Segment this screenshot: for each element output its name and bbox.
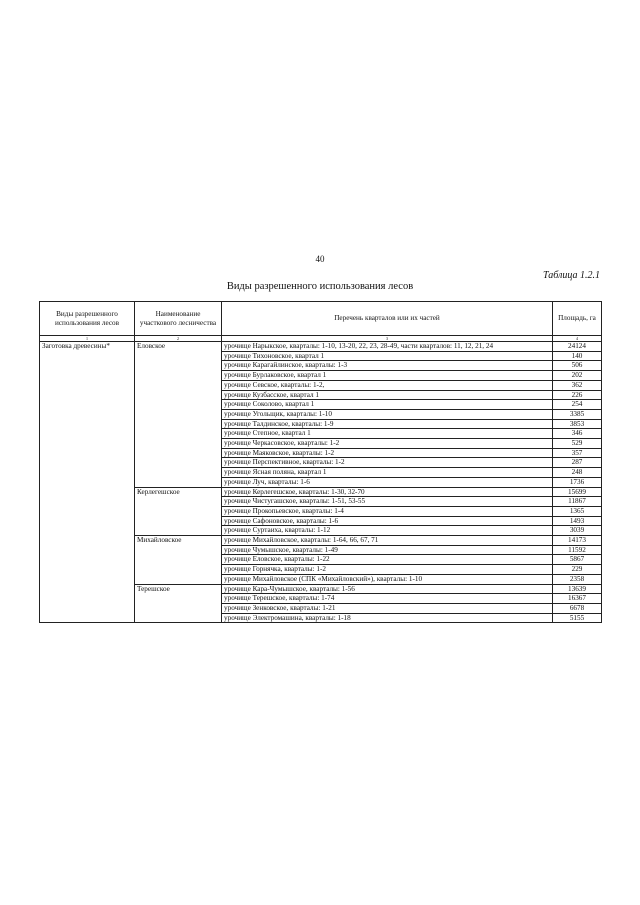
quarters-cell: урочище Зенковское, кварталы: 1-21	[222, 603, 553, 613]
quarters-cell: урочище Чистугашское, кварталы: 1-51, 53-55	[222, 497, 553, 507]
area-cell: 16367	[553, 594, 602, 604]
area-cell: 5867	[553, 555, 602, 565]
quarters-cell: урочище Михайловское (СПК «Михайловский»), кварталы: 1-10	[222, 574, 553, 584]
quarters-cell: урочище Кара-Чумышское, кварталы: 1-56	[222, 584, 553, 594]
column-number: 4	[553, 336, 602, 342]
area-cell: 13639	[553, 584, 602, 594]
column-number: 3	[222, 336, 553, 342]
area-cell: 1365	[553, 506, 602, 516]
header-area: Площадь, га	[553, 302, 602, 336]
table-body	[40, 342, 602, 623]
area-cell: 11867	[553, 497, 602, 507]
area-cell: 229	[553, 565, 602, 575]
quarters-cell: урочище Сафоновское, кварталы: 1-6	[222, 516, 553, 526]
quarters-cell: урочище Соколово, квартал 1	[222, 400, 553, 410]
branch-name-cell: Керлегешское	[135, 487, 222, 536]
table-label: Таблица 1.2.1	[543, 270, 600, 281]
quarters-cell: урочище Керлегешское, кварталы: 1-30, 32-70	[222, 487, 553, 497]
column-number: 2	[135, 336, 222, 342]
area-cell: 24124	[553, 342, 602, 352]
header-branch: Наименование участкового лесничества	[135, 302, 222, 336]
quarters-cell: урочище Карагайлинское, кварталы: 1-3	[222, 361, 553, 371]
header-quarters: Перечень кварталов или их частей	[222, 302, 553, 336]
area-cell: 3039	[553, 526, 602, 536]
area-cell: 357	[553, 448, 602, 458]
quarters-cell: урочище Севское, кварталы: 1-2,	[222, 380, 553, 390]
quarters-cell: урочище Талдинское, кварталы: 1-9	[222, 419, 553, 429]
area-cell: 11592	[553, 545, 602, 555]
quarters-cell: урочище Терешское, кварталы: 1-74	[222, 594, 553, 604]
area-cell: 529	[553, 439, 602, 449]
document-title: Виды разрешенного использования лесов	[226, 281, 414, 292]
quarters-cell: урочище Суртаиха, кварталы: 1-12	[222, 526, 553, 536]
page-number: 40	[315, 254, 325, 264]
area-cell: 15699	[553, 487, 602, 497]
table-row	[40, 342, 602, 352]
area-cell: 5155	[553, 613, 602, 623]
header-use-type: Виды разрешенного использования лесов	[40, 302, 135, 336]
quarters-cell: урочище Бурлаковское, квартал 1	[222, 371, 553, 381]
branch-name-cell: Михайловское	[135, 536, 222, 585]
quarters-cell: урочище Перспективное, кварталы: 1-2	[222, 458, 553, 468]
quarters-cell: урочище Электромашина, кварталы: 1-18	[222, 613, 553, 623]
quarters-cell: урочище Ясная поляна, квартал 1	[222, 468, 553, 478]
area-cell: 3385	[553, 409, 602, 419]
area-cell: 14173	[553, 536, 602, 546]
column-number: 1	[40, 336, 135, 342]
area-cell: 1736	[553, 477, 602, 487]
quarters-cell: урочище Еловское, кварталы: 1-22	[222, 555, 553, 565]
quarters-cell: урочище Чумышское, кварталы: 1-49	[222, 545, 553, 555]
area-cell: 287	[553, 458, 602, 468]
quarters-cell: урочище Тихоновское, квартал 1	[222, 351, 553, 361]
area-cell: 346	[553, 429, 602, 439]
quarters-cell: урочище Прокопьевское, кварталы: 1-4	[222, 506, 553, 516]
quarters-cell: урочище Михайловское, кварталы: 1-64, 66, 67, 71	[222, 536, 553, 546]
forest-use-table	[39, 301, 602, 623]
branch-name-cell: Терешское	[135, 584, 222, 623]
area-cell: 362	[553, 380, 602, 390]
branch-name-cell: Еловское	[135, 342, 222, 488]
quarters-cell: урочище Черкасовское, кварталы: 1-2	[222, 439, 553, 449]
area-cell: 254	[553, 400, 602, 410]
area-cell: 2358	[553, 574, 602, 584]
quarters-cell: урочище Луч, кварталы: 1-6	[222, 477, 553, 487]
area-cell: 140	[553, 351, 602, 361]
area-cell: 226	[553, 390, 602, 400]
quarters-cell: урочище Угольщик, кварталы: 1-10	[222, 409, 553, 419]
area-cell: 3853	[553, 419, 602, 429]
quarters-cell: урочище Нарыкское, кварталы: 1-10, 13-20, 22, 23, 28-49, части кварталов: 11, 12, 21, 24	[222, 342, 553, 352]
quarters-cell: урочище Степное, квартал 1	[222, 429, 553, 439]
area-cell: 506	[553, 361, 602, 371]
area-cell: 6678	[553, 603, 602, 613]
use-type-cell: Заготовка древесины*	[40, 342, 135, 623]
area-cell: 202	[553, 371, 602, 381]
quarters-cell: урочище Кузбасское, квартал 1	[222, 390, 553, 400]
quarters-cell: урочище Маяковское, кварталы: 1-2	[222, 448, 553, 458]
area-cell: 248	[553, 468, 602, 478]
quarters-cell: урочище Горнячка, кварталы: 1-2	[222, 565, 553, 575]
area-cell: 1493	[553, 516, 602, 526]
